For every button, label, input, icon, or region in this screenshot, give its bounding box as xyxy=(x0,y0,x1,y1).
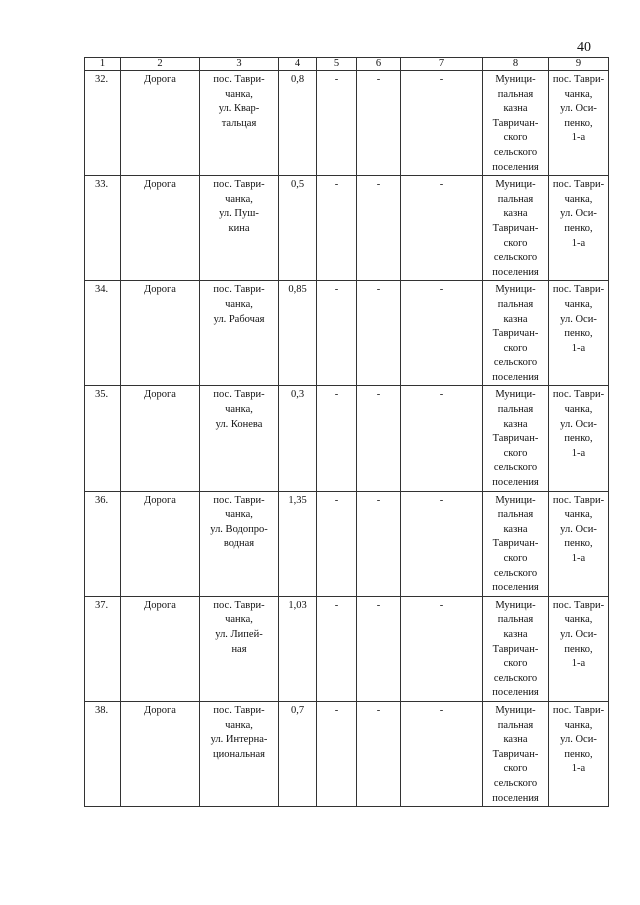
table-row xyxy=(85,596,609,701)
holder-address-cell-text: пос. Таври- чанка, ул. Оси- пенко, 1-а xyxy=(552,389,605,459)
column6-cell-text: - xyxy=(376,74,381,85)
row-number-cell xyxy=(85,491,121,596)
table-row xyxy=(85,281,609,386)
holder-address-cell-text: пос. Таври- чанка, ул. Оси- пенко, 1-а xyxy=(552,179,605,249)
address-cell xyxy=(200,596,279,701)
owner-cell xyxy=(483,701,549,806)
length-cell-text: 0,85 xyxy=(288,284,307,296)
header-cell: 9 xyxy=(549,58,609,71)
table-row xyxy=(85,71,609,176)
length-cell xyxy=(279,491,317,596)
object-name-cell-text: Дорога xyxy=(144,74,176,85)
column6-cell xyxy=(357,596,401,701)
header-row xyxy=(85,58,609,71)
column6-cell xyxy=(357,176,401,281)
holder-address-cell xyxy=(549,281,609,386)
column7-cell-text: - xyxy=(439,389,444,401)
address-cell-text: пос. Таври- чанка, ул. Пуш- кина xyxy=(213,179,265,234)
column5-cell xyxy=(317,491,357,596)
column5-cell xyxy=(317,701,357,806)
address-cell xyxy=(200,176,279,281)
owner-cell xyxy=(483,281,549,386)
header-cell: 4 xyxy=(279,58,317,71)
length-cell-text: 1,35 xyxy=(288,494,307,506)
holder-address-cell xyxy=(549,596,609,701)
owner-cell-text: Муници- пальная казна Тавричан- ского сельского поселения xyxy=(492,704,539,804)
object-name-cell xyxy=(121,176,200,281)
object-name-cell xyxy=(121,596,200,701)
header-cell: 8 xyxy=(483,58,549,71)
row-number-cell xyxy=(85,386,121,491)
object-name-cell-text: Дорога xyxy=(144,494,176,506)
column6-cell xyxy=(357,386,401,491)
address-cell-text: пос. Таври- чанка, ул. Рабочая xyxy=(213,284,265,325)
column7-cell xyxy=(401,176,483,281)
holder-address-cell xyxy=(549,71,609,176)
object-name-cell-text: Дорога xyxy=(144,389,176,401)
column7-cell xyxy=(401,71,483,176)
column6-cell xyxy=(357,71,401,176)
property-registry-table xyxy=(84,57,609,807)
header-cell: 1 xyxy=(85,58,121,71)
column5-cell-text: - xyxy=(334,284,339,296)
column7-cell xyxy=(401,386,483,491)
column7-cell-text: - xyxy=(439,599,444,611)
owner-cell xyxy=(483,71,549,176)
header-cell: 3 xyxy=(200,58,279,71)
column7-cell xyxy=(401,701,483,806)
header-cell: 6 xyxy=(357,58,401,71)
address-cell xyxy=(200,701,279,806)
column6-cell-text: - xyxy=(376,704,381,716)
row-number-cell-text: 33. xyxy=(95,179,109,191)
holder-address-cell xyxy=(549,491,609,596)
row-number-cell-text: 35. xyxy=(95,389,109,401)
column6-cell xyxy=(357,701,401,806)
owner-cell xyxy=(483,386,549,491)
object-name-cell-text: Дорога xyxy=(144,284,176,296)
header-cell: 5 xyxy=(317,58,357,71)
page-number: 40 xyxy=(577,40,591,55)
owner-cell-text: Муници- пальная казна Тавричан- ского сельского поселения xyxy=(492,179,539,278)
row-number-cell xyxy=(85,596,121,701)
column7-cell xyxy=(401,281,483,386)
length-cell xyxy=(279,71,317,176)
length-cell-text: 1,03 xyxy=(288,599,307,611)
length-cell-text: 0,7 xyxy=(290,704,305,716)
owner-cell-text: Муници- пальная казна Тавричан- ского сельского поселения xyxy=(492,284,539,383)
object-name-cell xyxy=(121,491,200,596)
column5-cell-text: - xyxy=(334,74,339,85)
address-cell xyxy=(200,71,279,176)
column5-cell xyxy=(317,281,357,386)
address-cell-text: пос. Таври- чанка, ул. Квар- тальцая xyxy=(213,74,265,129)
object-name-cell xyxy=(121,386,200,491)
length-cell xyxy=(279,281,317,386)
holder-address-cell-text: пос. Таври- чанка, ул. Оси- пенко, 1-а xyxy=(552,704,605,775)
length-cell xyxy=(279,701,317,806)
column6-cell-text: - xyxy=(376,179,381,191)
column6-cell-text: - xyxy=(376,284,381,296)
table-row xyxy=(85,386,609,491)
holder-address-cell-text: пос. Таври- чанка, ул. Оси- пенко, 1-а xyxy=(552,74,605,144)
length-cell xyxy=(279,176,317,281)
column7-cell-text: - xyxy=(439,179,444,191)
column7-cell-text: - xyxy=(439,704,444,716)
length-cell-text: 0,3 xyxy=(290,389,305,401)
address-cell-text: пос. Таври- чанка, ул. Конева xyxy=(213,389,265,430)
column6-cell xyxy=(357,281,401,386)
header-cell: 7 xyxy=(401,58,483,71)
holder-address-cell-text: пос. Таври- чанка, ул. Оси- пенко, 1-а xyxy=(552,494,605,564)
owner-cell xyxy=(483,176,549,281)
row-number-cell xyxy=(85,71,121,176)
owner-cell-text: Муници- пальная казна Тавричан- ского сельского поселения xyxy=(492,494,539,594)
holder-address-cell-text: пос. Таври- чанка, ул. Оси- пенко, 1-а xyxy=(552,284,605,354)
header-cell: 2 xyxy=(121,58,200,71)
column7-cell xyxy=(401,491,483,596)
column5-cell-text: - xyxy=(334,704,339,716)
row-number-cell xyxy=(85,281,121,386)
column6-cell-text: - xyxy=(376,599,381,611)
length-cell-text: 0,8 xyxy=(290,74,305,85)
column5-cell xyxy=(317,596,357,701)
column5-cell-text: - xyxy=(334,389,339,401)
row-number-cell-text: 38. xyxy=(95,704,109,716)
row-number-cell xyxy=(85,701,121,806)
object-name-cell xyxy=(121,71,200,176)
owner-cell xyxy=(483,596,549,701)
column7-cell xyxy=(401,596,483,701)
object-name-cell xyxy=(121,701,200,806)
row-number-cell-text: 32. xyxy=(95,74,109,85)
column5-cell-text: - xyxy=(334,179,339,191)
owner-cell-text: Муници- пальная казна Тавричан- ского сельского поселения xyxy=(492,74,539,173)
column5-cell xyxy=(317,71,357,176)
column5-cell xyxy=(317,176,357,281)
column5-cell xyxy=(317,386,357,491)
column7-cell-text: - xyxy=(439,284,444,296)
object-name-cell xyxy=(121,281,200,386)
table-row xyxy=(85,176,609,281)
column7-cell-text: - xyxy=(439,494,444,506)
column6-cell-text: - xyxy=(376,389,381,401)
row-number-cell-text: 34. xyxy=(95,284,109,296)
address-cell-text: пос. Таври- чанка, ул. Интерна- циональная xyxy=(210,704,268,760)
holder-address-cell xyxy=(549,701,609,806)
object-name-cell-text: Дорога xyxy=(144,704,176,716)
column7-cell-text: - xyxy=(439,74,444,85)
column5-cell-text: - xyxy=(334,494,339,506)
object-name-cell-text: Дорога xyxy=(144,179,176,191)
length-cell xyxy=(279,596,317,701)
owner-cell xyxy=(483,491,549,596)
row-number-cell-text: 36. xyxy=(95,494,109,506)
holder-address-cell xyxy=(549,176,609,281)
table-row xyxy=(85,491,609,596)
row-number-cell xyxy=(85,176,121,281)
owner-cell-text: Муници- пальная казна Тавричан- ского сельского поселения xyxy=(492,389,539,489)
address-cell xyxy=(200,281,279,386)
length-cell xyxy=(279,386,317,491)
column5-cell-text: - xyxy=(334,599,339,611)
address-cell xyxy=(200,386,279,491)
table-row xyxy=(85,701,609,806)
column6-cell xyxy=(357,491,401,596)
owner-cell-text: Муници- пальная казна Тавричан- ского сельского поселения xyxy=(492,599,539,699)
holder-address-cell-text: пос. Таври- чанка, ул. Оси- пенко, 1-а xyxy=(552,599,605,670)
address-cell xyxy=(200,491,279,596)
object-name-cell-text: Дорога xyxy=(144,599,176,611)
row-number-cell-text: 37. xyxy=(95,599,109,611)
holder-address-cell xyxy=(549,386,609,491)
column6-cell-text: - xyxy=(376,494,381,506)
address-cell-text: пос. Таври- чанка, ул. Водопро- водная xyxy=(210,494,268,550)
length-cell-text: 0,5 xyxy=(290,179,305,191)
address-cell-text: пос. Таври- чанка, ул. Липей- ная xyxy=(213,599,265,655)
